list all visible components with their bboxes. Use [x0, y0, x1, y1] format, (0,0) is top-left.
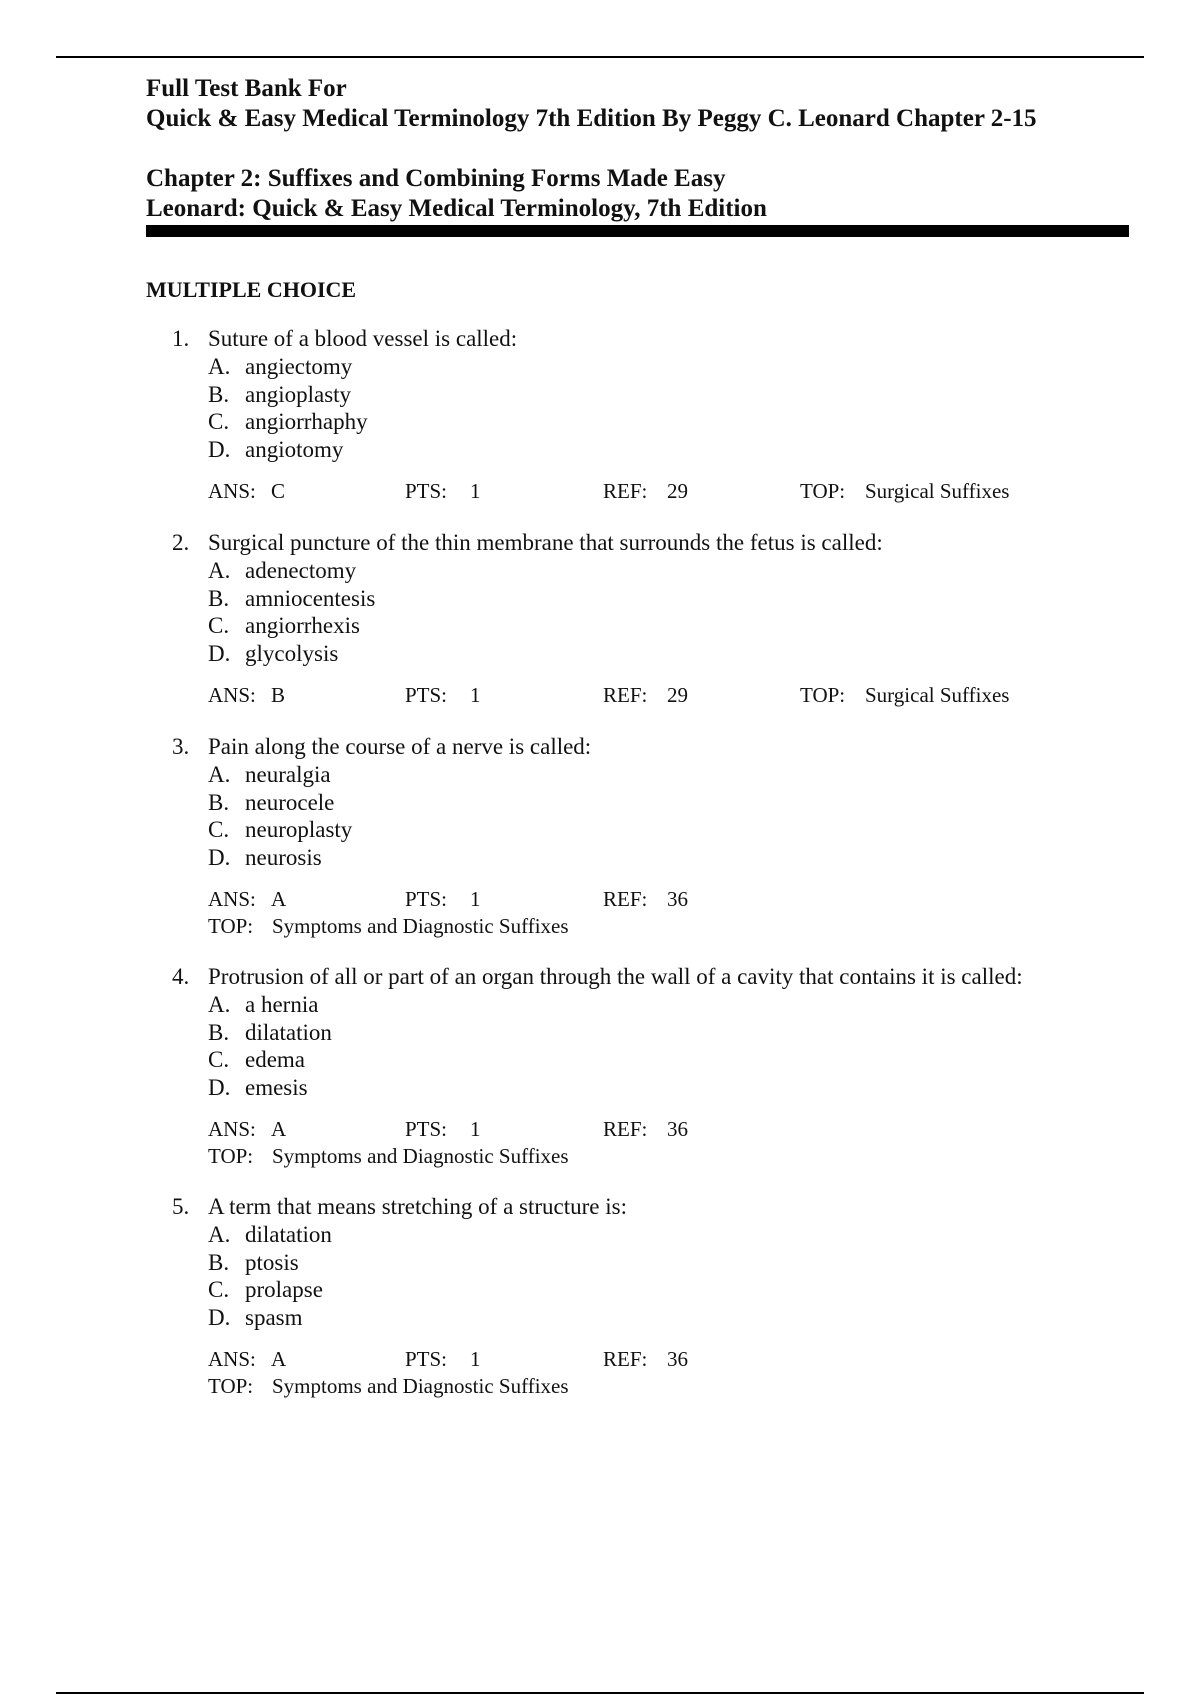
header-line-1: Full Test Bank For	[146, 75, 347, 102]
topic-value: Symptoms and Diagnostic Suffixes	[272, 914, 569, 938]
points-value: 1	[470, 1347, 481, 1371]
ref-value: 29	[667, 683, 688, 707]
book-title: Leonard: Quick & Easy Medical Terminology, 7th Edition	[146, 195, 767, 222]
chapter-title: Chapter 2: Suffixes and Combining Forms Made Easy	[146, 165, 726, 192]
topic-value: Symptoms and Diagnostic Suffixes	[272, 1374, 569, 1398]
question-text: Pain along the course of a nerve is called:	[208, 734, 592, 759]
topic-meta: TOP: Symptoms and Diagnostic Suffixes	[208, 914, 569, 938]
option-a: A. neuralgia	[208, 762, 331, 787]
bottom-rule	[56, 1692, 1144, 1694]
ref-value: 36	[667, 887, 688, 911]
question-text: Surgical puncture of the thin membrane that surrounds the fetus is called:	[208, 530, 883, 555]
option-b: B. amniocentesis	[208, 585, 376, 611]
points-value: 1	[470, 683, 481, 707]
points-value: 1	[470, 1117, 481, 1141]
question-4	[0, 963, 1200, 1169]
answer-meta: ANS: C PTS: 1 REF: 29 TOP: Surgical Suffixes	[208, 479, 1010, 503]
option-a: A. a hernia	[208, 992, 319, 1017]
points-value: 1	[470, 887, 481, 911]
option-b: B. dilatation	[208, 1019, 332, 1045]
topic-value: Symptoms and Diagnostic Suffixes	[272, 1144, 569, 1168]
option-b: B. ptosis	[208, 1249, 299, 1275]
question-number: 5.	[172, 1194, 190, 1219]
option-c: C. neuroplasty	[208, 817, 353, 842]
question-number: 3.	[172, 734, 190, 759]
option-c: C. angiorrhexis	[208, 613, 360, 638]
answer-value: A	[271, 887, 287, 911]
question-text: A term that means stretching of a structure is:	[208, 1194, 627, 1219]
option-c: C. edema	[208, 1047, 306, 1072]
option-d: D. emesis	[208, 1074, 308, 1100]
ref-value: 29	[667, 479, 688, 503]
answer-value: A	[271, 1117, 287, 1141]
points-value: 1	[470, 479, 481, 503]
option-b: B. angioplasty	[208, 381, 352, 407]
question-number: 2.	[172, 530, 190, 555]
answer-value: C	[271, 479, 286, 503]
option-b: B. neurocele	[208, 789, 335, 815]
option-d: D. neurosis	[208, 844, 322, 870]
question-number: 1.	[172, 326, 190, 351]
option-a: A. adenectomy	[208, 558, 357, 583]
header-divider	[146, 225, 1129, 237]
question-text: Protrusion of all or part of an organ through the wall of a cavity that contains it is called:	[208, 964, 1023, 989]
answer-meta: ANS: B PTS: 1 REF: 29 TOP: Surgical Suffixes	[208, 683, 1010, 707]
question-3	[0, 733, 1200, 939]
answer-value: A	[271, 1347, 287, 1371]
top-rule	[56, 56, 1144, 58]
header-line-2: Quick & Easy Medical Terminology 7th Edition By Peggy C. Leonard Chapter 2-15	[146, 105, 1037, 132]
answer-meta: ANS: A PTS: 1 REF: 36	[208, 1347, 688, 1371]
document-header	[146, 74, 1146, 224]
ref-value: 36	[667, 1117, 688, 1141]
ref-value: 36	[667, 1347, 688, 1371]
section-title: MULTIPLE CHOICE	[146, 277, 357, 302]
option-a: A. dilatation	[208, 1222, 332, 1247]
answer-value: B	[271, 683, 286, 707]
option-a: A. angiectomy	[208, 354, 353, 379]
topic-meta: TOP: Symptoms and Diagnostic Suffixes	[208, 1144, 569, 1168]
option-d: D. glycolysis	[208, 640, 339, 666]
question-text: Suture of a blood vessel is called:	[208, 326, 518, 351]
question-1	[0, 325, 1200, 505]
option-d: D. angiotomy	[208, 436, 344, 462]
question-list	[0, 325, 1200, 1399]
topic-value: Surgical Suffixes	[865, 683, 1010, 707]
option-c: C. prolapse	[208, 1277, 323, 1302]
option-d: D. spasm	[208, 1304, 303, 1330]
question-2	[0, 529, 1200, 709]
answer-meta: ANS: A PTS: 1 REF: 36	[208, 887, 688, 911]
topic-meta: TOP: Symptoms and Diagnostic Suffixes	[208, 1374, 569, 1398]
question-5	[0, 1193, 1200, 1399]
answer-meta: ANS: A PTS: 1 REF: 36	[208, 1117, 688, 1141]
option-c: C. angiorrhaphy	[208, 409, 368, 434]
question-number: 4.	[172, 964, 190, 989]
topic-value: Surgical Suffixes	[865, 479, 1010, 503]
